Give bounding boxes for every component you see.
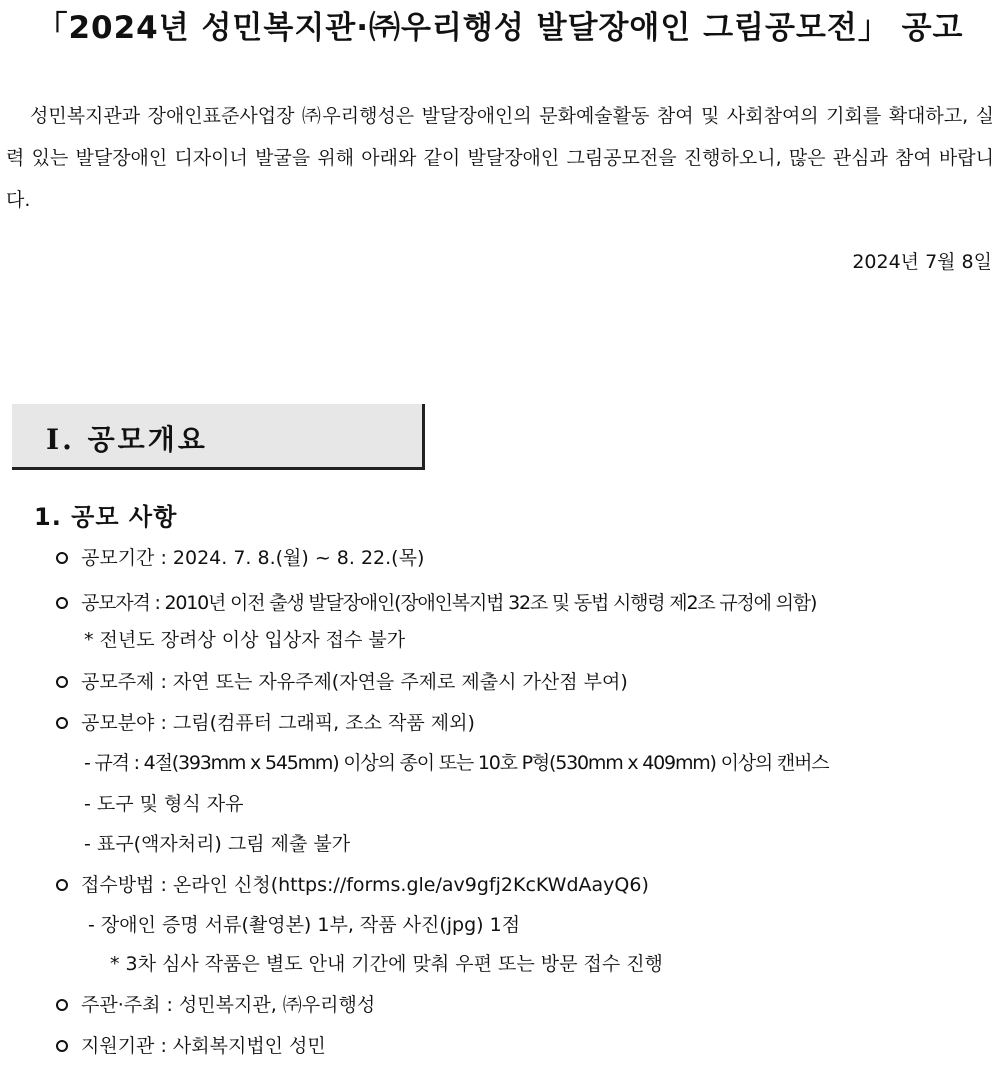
notice-title: 「2024년 성민복지관·㈜우리행성 발달장애인 그림공모전」 공고 [36, 10, 964, 46]
item-period [56, 546, 424, 570]
item-category-frame: - 표구(액자처리) 그림 제출 불가 [84, 833, 351, 855]
item-period-text: 공모기간 : 2024. 7. 8.(월) ~ 8. 22.(목) [81, 547, 425, 569]
notice-date: 2024년 7월 8일 [852, 251, 992, 273]
item-support [56, 1034, 326, 1058]
bullet-circle-icon [56, 879, 68, 891]
bullet-circle-icon [56, 717, 68, 729]
item-eligibility-text: 공모자격 : 2010년 이전 출생 발달장애인(장애인복지법 32조 및 동법 시행령 제2조 규정에 의함) [81, 592, 817, 614]
intro-paragraph: 성민복지관과 장애인표준사업장 ㈜우리행성은 발달장애인의 문화예술활동 참여 및 사회참여의 기회를 확대하고, 실력 있는 발달장애인 디자이너 발굴을 위해 아래와 같이 발달장애인 그림공모전을 진행하오니, 많은 관심과 참여 바랍니다. [6, 105, 994, 211]
item-host-text: 주관·주최 : 성민복지관, ㈜우리행성 [81, 994, 376, 1016]
item-theme [56, 670, 628, 694]
item-category-text: 공모분야 : 그림(컴퓨터 그래픽, 조소 작품 제외) [81, 712, 475, 734]
bullet-circle-icon [56, 1040, 68, 1052]
item-method [56, 873, 649, 897]
section-header-box [12, 404, 425, 470]
item-category-tools: - 도구 및 형식 자유 [84, 793, 244, 815]
item-method-docs: - 장애인 증명 서류(촬영본) 1부, 작품 사진(jpg) 1점 [88, 914, 521, 936]
item-category [56, 711, 475, 735]
item-eligibility-note: * 전년도 장려상 이상 입상자 접수 불가 [84, 629, 406, 651]
bullet-circle-icon [56, 999, 68, 1011]
item-theme-text: 공모주제 : 자연 또는 자유주제(자연을 주제로 제출시 가산점 부여) [81, 671, 628, 693]
bullet-circle-icon [56, 676, 68, 688]
section-title: Ⅰ. 공모개요 [46, 423, 208, 456]
item-category-size: - 규격 : 4절(393mm x 545mm) 이상의 종이 또는 10호 P형(530mm x 409mm) 이상의 캔버스 [84, 752, 829, 774]
item-support-text: 지원기관 : 사회복지법인 성민 [81, 1035, 326, 1057]
item-host [56, 993, 375, 1017]
sub-heading: 1. 공모 사항 [34, 503, 178, 531]
bullet-circle-icon [56, 552, 68, 564]
bullet-circle-icon [56, 597, 68, 609]
item-method-note: * 3차 심사 작품은 별도 안내 기간에 맞춰 우편 또는 방문 접수 진행 [110, 953, 663, 975]
item-eligibility [56, 591, 816, 615]
item-method-text: 접수방법 : 온라인 신청(https://forms.gle/av9gfj2KcKWdAayQ6) [81, 874, 649, 896]
